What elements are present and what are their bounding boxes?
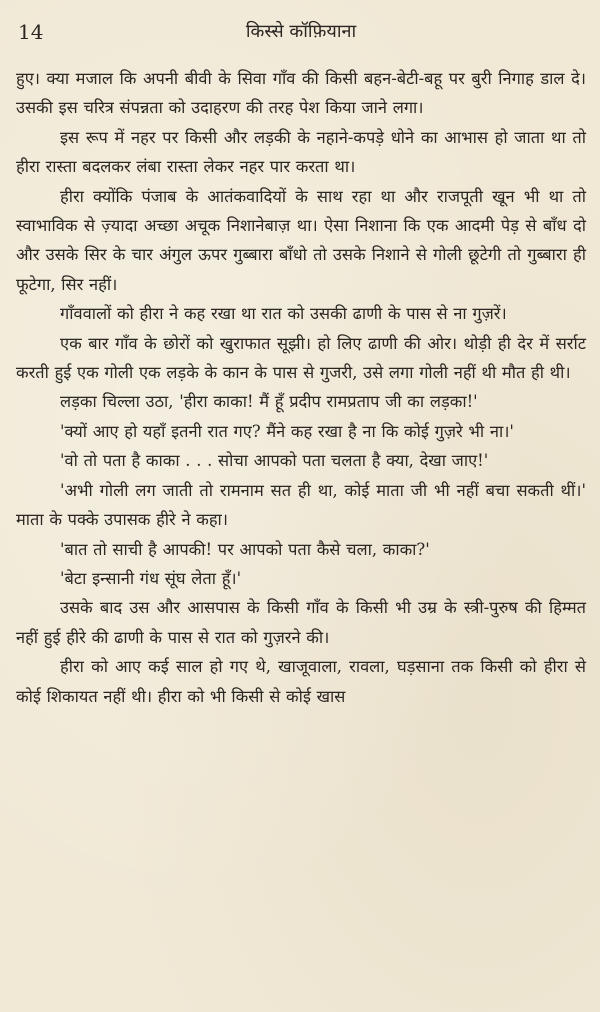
paragraph: उसके बाद उस और आसपास के किसी गाँव के किसी भी उम्र के स्त्री-पुरुष की हिम्मत नहीं हुई हीरे की ढाणी के पास से रात को गुज़रने की।: [16, 598, 586, 647]
paragraph: 'वो तो पता है काका . . . सोचा आपको पता चलता है क्या, देखा जाए!': [60, 451, 489, 471]
paragraph: एक बार गाँव के छोरों को खुराफात सूझी। हो लिए ढाणी की ओर। थोड़ी ही देर में सर्राट करती हुई एक गोली एक लड़के के कान के पास से गुजरी, उसे लगा गोली नहीं थी मौत ही थी।: [16, 333, 586, 383]
running-title: किस्से कॉफ़ियाना: [245, 21, 357, 42]
page-number: 14: [18, 20, 44, 44]
paragraph: गाँववालों को हीरा ने कह रखा था रात को उसकी ढाणी के पास से ना गुज़रें।: [60, 304, 507, 324]
paragraph: 'अभी गोली लग जाती तो रामनाम सत ही था, कोई माता जी भी नहीं बचा सकती थीं।' माता के पक्के उपासक हीरे ने कहा।: [16, 480, 586, 530]
paragraph: हुए। क्या मजाल कि अपनी बीवी के सिवा गाँव की किसी बहन-बेटी-बहू पर बुरी निगाह डाल दे। उसकी इस चरित्र संपन्नता को उदाहरण की तरह पेश किया जाने लगा।: [16, 69, 586, 118]
paragraph: 'बात तो साची है आपकी! पर आपको पता कैसे चला, काका?': [60, 539, 430, 559]
paragraph: लड़का चिल्ला उठा, 'हीरा काका! मैं हूँ प्रदीप रामप्रताप जी का लड़का!': [60, 392, 478, 412]
paragraph: हीरा क्योंकि पंजाब के आतंकवादियों के साथ रहा था और राजपूती खून भी था तो स्वाभाविक से ज़्यादा अच्छा अचूक निशानेबाज़ था। ऐसा निशाना कि एक आदमी पेड़ से बाँध दो और उसके सिर के चार अंगुल ऊपर गुब्बारा बाँधो तो उसके निशाने से गोली छूटेगी तो गुब्बारा ही फूटेगा, सिर नहीं।: [16, 186, 586, 294]
paragraph: इस रूप में नहर पर किसी और लड़की के नहाने-कपड़े धोने का आभास हो जाता था तो हीरा रास्ता बदलकर लंबा रास्ता लेकर नहर पार करता था।: [16, 127, 586, 177]
paragraph: हीरा को आए कई साल हो गए थे, खाजूवाला, रावला, घड़साना तक किसी को हीरा से कोई शिकायत नहीं थी। हीरा को भी किसी से कोई खास: [16, 657, 586, 706]
body-text: [16, 64, 586, 711]
paragraph: 'बेटा इन्सानी गंध सूंघ लेता हूँ।': [60, 568, 242, 588]
page-header: [16, 18, 586, 50]
paragraph: 'क्यों आए हो यहाँ इतनी रात गए? मैंने कह रखा है ना कि कोई गुज़रे भी ना।': [60, 421, 514, 441]
